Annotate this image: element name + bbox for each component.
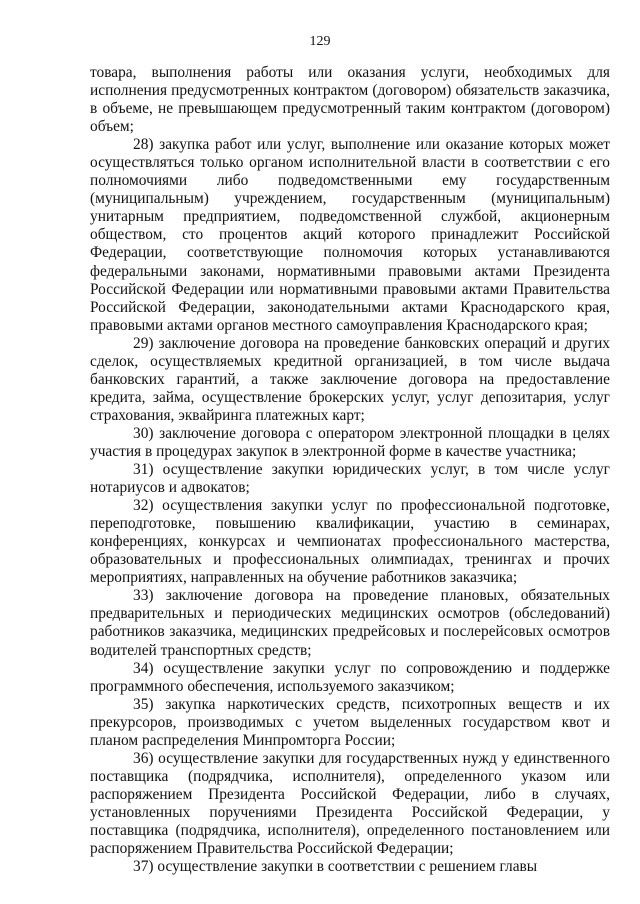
paragraph: товара, выполнения работы или оказания услуги, необходимых для исполнения предусмотренных контрактом (договором) обязательств заказчика, в объеме, не превышающем предусмотренный таким контрактом (договором) объем; [90,64,610,136]
paragraph: 36) осуществление закупки для государственных нужд у единственного поставщика (подрядчика, исполнителя), определенного указом или распоряжением Президента Российской Федерации, либо в случаях, установленных поручениями Президента Российской Федерации, у поставщика (подрядчика, исполнителя), определенного постановлением или распоряжением Правительства Российской Федерации; [90,749,610,858]
paragraph: 32) осуществления закупки услуг по профессиональной подготовке, переподготовке, повышению квалификации, участию в семинарах, конференциях, конкурсах и чемпионатах профессионального мастерства, образовательных и профессиональных олимпиадах, тренингах и прочих мероприятиях, направленных на обучение работников заказчика; [90,497,610,587]
paragraph: 28) закупка работ или услуг, выполнение или оказание которых может осуществляться только органом исполнительной власти в соответствии с его полномочиями либо подведомственными ему государственным (муниципальным) учреждением, государственным (муниципальным) унитарным предприятием, подведомственной службой, акционерным обществом, сто процентов акций которого принадлежит Российской Федерации, соответствующие полномочия которых устанавливаются федеральными законами, нормативными правовыми актами Президента Российской Федерации или нормативными правовыми актами Правительства Российской Федерации, законодательными актами Краснодарского края, правовыми актами органов местного самоуправления Краснодарского края; [90,136,610,334]
paragraph: 34) осуществление закупки услуг по сопровождению и поддержке программного обеспечения, используемого заказчиком; [90,659,610,695]
paragraph: 37) осуществление закупки в соответствии с решением главы [133,858,538,876]
paragraph: 30) заключение договора с оператором электронной площадки в целях участия в процедурах закупок в электронной форме в качестве участника; [90,424,610,460]
document-body [90,64,610,876]
paragraph: 35) закупка наркотических средств, психотропных веществ и их прекурсоров, производимых с учетом выделенных государством квот и планом распределения Минпромторга России; [90,695,610,749]
paragraph: 33) заключение договора на проведение плановых, обязательных предварительных и периодических медицинских осмотров (обследований) работников заказчика, медицинских предрейсовых и послерейсовых осмотров водителей транспортных средств; [90,587,610,659]
page-number: 129 [309,34,331,49]
paragraph: 29) заключение договора на проведение банковских операций и других сделок, осуществляемых кредитной организацией, в том числе выдача банковских гарантий, а также заключение договора на предоставление кредита, займа, осуществление брокерских услуг, услуг депозитария, услуг страхования, эквайринга платежных карт; [90,334,610,424]
paragraph: 31) осуществление закупки юридических услуг, в том числе услуг нотариусов и адвокатов; [90,461,610,497]
